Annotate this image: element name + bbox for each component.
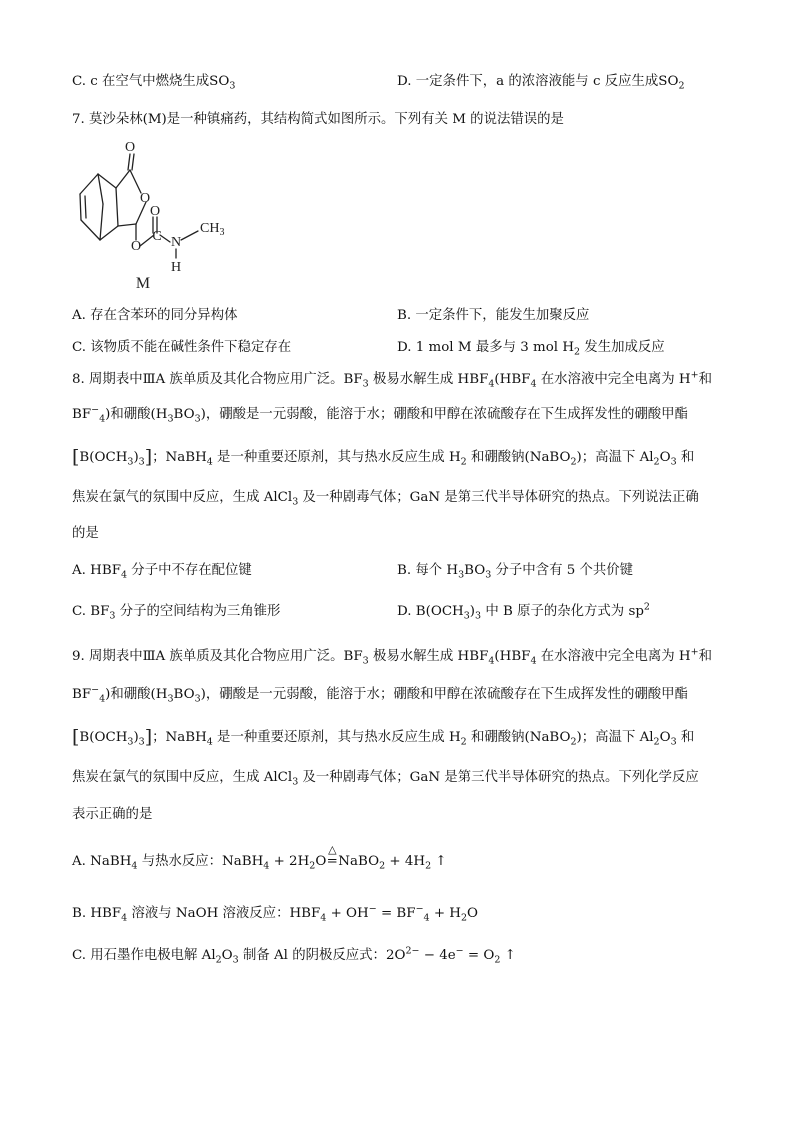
- q8-option-a: [72, 561, 252, 581]
- q9-l1-s2: 4: [488, 655, 495, 667]
- mol-methyl: [200, 221, 224, 238]
- q8-b-s1: 3: [458, 569, 465, 581]
- q9-l3-s7: 3: [670, 736, 677, 748]
- q9-a-heat-equals: [326, 843, 338, 872]
- q8-c-sub: 3: [109, 610, 116, 622]
- q8-l1-s3: 4: [530, 378, 537, 390]
- q9-l1-sp: +: [690, 646, 699, 658]
- q8-stem-line1: [72, 370, 712, 390]
- q8-l4-s1: 3: [292, 496, 299, 508]
- q9-option-a: [72, 843, 447, 872]
- mol-oxygen-ring: O: [139, 191, 151, 206]
- q9-b-5: + H: [429, 906, 461, 921]
- q8-b-text: B. 每个 H: [397, 563, 459, 578]
- q7-option-d-tail: 发生加成反应: [580, 340, 665, 355]
- q7-option-d-text: D. 1 mol M 最多与 3 mol H: [397, 340, 574, 355]
- q7-option-c: C. 该物质不能在碱性条件下稳定存在: [72, 340, 292, 355]
- q9-b-3: + OH: [326, 906, 369, 921]
- q9-l3-s5: 2: [570, 736, 577, 748]
- q8-l2-b: )和硼酸(H: [105, 407, 168, 422]
- q8-a-sub: 4: [121, 569, 128, 581]
- q9-l3-e: 和硼酸钠(NaBO: [466, 730, 571, 745]
- q9-b-s2: 4: [320, 912, 327, 924]
- q9-a-1: A. NaBH: [72, 854, 132, 869]
- q9-a-6: + 4H: [385, 854, 426, 869]
- q9-l3-a: B(OCH: [79, 730, 128, 745]
- q6-option-d: [397, 72, 684, 92]
- q9-l3-lbracket: [: [72, 726, 80, 748]
- q8-d-sup: 2: [643, 601, 650, 613]
- q8-l2-s2: 3: [167, 413, 174, 425]
- q9-l3-s6: 2: [653, 736, 660, 748]
- q9-a-7: ↑: [431, 854, 447, 869]
- q9-c-s3: 2: [494, 954, 501, 966]
- q9-l4-a: 焦炭在氯气的氛围中反应，生成 AlCl: [72, 770, 293, 785]
- q9-c-sp1: 2−: [405, 945, 420, 957]
- q9-a-s2: 4: [263, 860, 270, 872]
- q9-c-4: − 4e: [419, 948, 456, 963]
- q9-l3-rbracket: ]: [144, 726, 153, 748]
- q9-l3-s1: 3: [127, 736, 134, 748]
- q8-l4-a: 焦炭在氯气的氛围中反应，生成 AlCl: [72, 490, 293, 505]
- q8-l3-s4: 2: [460, 456, 467, 468]
- q8-b-s2: 3: [485, 569, 492, 581]
- q9-b-4: = BF: [376, 906, 416, 921]
- q9-l2-sp: −: [91, 684, 100, 696]
- q6-option-d-text: D. 一定条件下，a 的浓溶液能与 c 反应生成: [397, 74, 659, 89]
- q9-l3-f: )；高温下 Al: [576, 730, 654, 745]
- q9-l3-h: 和: [676, 730, 695, 745]
- q9-c-5: = O: [463, 948, 495, 963]
- q9-c-6: ↑: [500, 948, 516, 963]
- q9-c-s1: 2: [215, 954, 222, 966]
- q9-l1-a: 9. 周期表中ⅢA 族单质及其化合物应用广泛。BF: [72, 649, 363, 664]
- q8-l1-sp: +: [690, 369, 699, 381]
- q9-a-2: 与热水反应：NaBH: [137, 854, 264, 869]
- q9-c-1: C. 用石墨作电极电解 Al: [72, 948, 216, 963]
- q8-l3-g: O: [659, 450, 671, 465]
- mol-label-m: M: [135, 275, 151, 292]
- q9-l1-s3: 4: [530, 655, 537, 667]
- q9-l1-s1: 3: [362, 655, 369, 667]
- q6-option-d-formula: SO: [658, 74, 679, 89]
- q9-stem-line4: [72, 768, 699, 788]
- q8-l3-s7: 3: [670, 456, 677, 468]
- mol-oxygen-carbamate: O: [149, 204, 161, 219]
- q9-option-b: [72, 904, 478, 924]
- q8-l3-d: 是一种重要还原剂，其与热水反应生成 H: [212, 450, 461, 465]
- q9-a-5: NaBO: [338, 854, 380, 869]
- q6-option-d-sub: 2: [678, 80, 685, 92]
- q8-l1-a: 8. 周期表中ⅢA 族单质及其化合物应用广泛。BF: [72, 372, 363, 387]
- q8-l1-e: 和: [698, 372, 712, 387]
- q8-l1-d: 在水溶液中完全电离为 H: [536, 372, 691, 387]
- q9-l2-d: )，硼酸是一元弱酸，能溶于水；硼酸和甲醇在浓硫酸存在下生成挥发性的硼酸甲酯: [200, 687, 688, 702]
- q9-l1-c: (HBF: [494, 649, 531, 664]
- q8-l3-f: )；高温下 Al: [576, 450, 654, 465]
- q9-c-sp2: −: [455, 945, 464, 957]
- q8-d-mid: ): [469, 604, 476, 619]
- q9-l1-d: 在水溶液中完全电离为 H: [536, 649, 691, 664]
- q9-b-s1: 4: [121, 912, 128, 924]
- q9-l2-c: BO: [173, 687, 195, 702]
- q8-d-tail: 中 B 原子的杂化方式为 sp: [481, 604, 644, 619]
- q9-b-2: 溶液与 NaOH 溶液反应：HBF: [127, 906, 321, 921]
- q8-b-mid: BO: [464, 563, 486, 578]
- q9-l2-s3: 3: [194, 693, 201, 705]
- q9-c-3: 制备 Al 的阴极反应式：2O: [238, 948, 406, 963]
- q8-l3-e: 和硼酸钠(NaBO: [466, 450, 571, 465]
- q9-l2-b: )和硼酸(H: [105, 687, 168, 702]
- q6-option-c-formula: SO: [209, 74, 230, 89]
- q8-l2-sp: −: [91, 404, 100, 416]
- q8-l2-a: BF: [72, 407, 92, 422]
- q9-l3-b: ): [133, 730, 139, 745]
- q8-l3-b: ): [133, 450, 139, 465]
- q9-a-s4: 2: [379, 860, 386, 872]
- q8-l3-s6: 2: [653, 456, 660, 468]
- q8-option-d: [397, 602, 650, 622]
- q8-stem-line2: [72, 405, 688, 425]
- q8-l2-c: BO: [173, 407, 195, 422]
- q9-l2-a: BF: [72, 687, 92, 702]
- q9-a-equals-sign: =: [326, 854, 338, 869]
- q9-l2-s2: 3: [167, 693, 174, 705]
- q8-b-tail: 分子中含有 5 个共价键: [491, 563, 634, 578]
- q8-a-text: A. HBF: [72, 563, 121, 578]
- q8-l3-s5: 2: [570, 456, 577, 468]
- q9-l2-s1: 4: [99, 693, 106, 705]
- q8-c-tail: 分子的空间结构为三角锥形: [115, 604, 281, 619]
- q7-option-b: B. 一定条件下，能发生加聚反应: [397, 308, 590, 323]
- q8-l3-s2: 3: [138, 456, 145, 468]
- q9-b-s4: 2: [461, 912, 468, 924]
- mol-carbon-carbamate: C: [152, 229, 162, 244]
- q7-option-a: A. 存在含苯环的同分异构体: [72, 308, 238, 323]
- q9-l3-g: O: [659, 730, 671, 745]
- q7-stem: 7. 莫沙朵林(M)是一种镇痛药，其结构简式如图所示。下列有关 M 的说法错误的是: [72, 112, 564, 127]
- q9-l3-s2: 3: [138, 736, 145, 748]
- q7-option-d: [397, 338, 665, 358]
- q8-l3-s3: 4: [206, 456, 213, 468]
- q8-a-tail: 分子中不存在配位键: [127, 563, 252, 578]
- q9-l4-s1: 3: [292, 776, 299, 788]
- q8-stem-line5: 的是: [72, 526, 99, 541]
- mol-nitrogen: N: [170, 235, 182, 250]
- q8-l3-h: 和: [676, 450, 695, 465]
- molecule-structure-m: [66, 136, 236, 296]
- q8-l3-rbracket: ]: [144, 446, 153, 468]
- q7-option-d-sub: 2: [574, 346, 581, 358]
- mol-oxygen-carbonyl: O: [124, 140, 136, 155]
- q9-a-heat-symbol: △: [328, 843, 337, 856]
- q9-b-1: B. HBF: [72, 906, 122, 921]
- q9-stem-line1: [72, 647, 712, 667]
- mol-methyl-sub: 3: [219, 227, 225, 238]
- q9-l4-b: 及一种剧毒气体；GaN 是第三代半导体研究的热点。下列化学反应: [298, 770, 699, 785]
- q9-l3-s3: 4: [206, 736, 213, 748]
- q8-l1-c: (HBF: [494, 372, 531, 387]
- q6-option-c-text: C. c 在空气中燃烧生成: [72, 74, 210, 89]
- q9-stem-line5: 表示正确的是: [72, 807, 153, 822]
- q9-a-s5: 2: [425, 860, 432, 872]
- q9-stem-line2: [72, 685, 688, 705]
- mol-oxygen-ester: O: [130, 239, 142, 254]
- q8-l3-c: ；NaBH: [152, 450, 207, 465]
- q9-option-c: [72, 946, 516, 966]
- q9-b-6: O: [467, 906, 479, 921]
- q8-c-text: C. BF: [72, 604, 110, 619]
- q8-l4-b: 及一种剧毒气体；GaN 是第三代半导体研究的热点。下列说法正确: [298, 490, 699, 505]
- mol-hydrogen: H: [170, 260, 182, 275]
- q8-option-b: [397, 561, 633, 581]
- q8-l3-lbracket: [: [72, 446, 80, 468]
- q9-c-2: O: [221, 948, 233, 963]
- q9-l1-b: 极易水解生成 HBF: [368, 649, 489, 664]
- q8-l3-s1: 3: [127, 456, 134, 468]
- q8-l1-b: 极易水解生成 HBF: [368, 372, 489, 387]
- q8-l1-s2: 4: [488, 378, 495, 390]
- q9-b-sp2: −: [415, 903, 424, 915]
- q9-a-s1: 4: [131, 860, 138, 872]
- q8-l2-d: )，硼酸是一元弱酸，能溶于水；硼酸和甲醇在浓硫酸存在下生成挥发性的硼酸甲酯: [200, 407, 688, 422]
- q8-l2-s3: 3: [194, 413, 201, 425]
- q9-l3-s4: 2: [460, 736, 467, 748]
- q9-stem-line3: [72, 727, 694, 748]
- q8-l1-s1: 3: [362, 378, 369, 390]
- q9-b-s3: 4: [423, 912, 430, 924]
- q8-l2-s1: 4: [99, 413, 106, 425]
- q9-b-sp1: −: [368, 903, 377, 915]
- mol-methyl-ch: CH: [200, 221, 220, 236]
- q9-c-s2: 3: [232, 954, 239, 966]
- q6-option-c-sub: 3: [229, 80, 236, 92]
- q8-l3-a: B(OCH: [79, 450, 128, 465]
- q9-a-s3: 2: [309, 860, 316, 872]
- q9-l3-d: 是一种重要还原剂，其与热水反应生成 H: [212, 730, 461, 745]
- q9-l3-c: ；NaBH: [152, 730, 207, 745]
- q9-a-4: O: [315, 854, 327, 869]
- q9-l1-e: 和: [698, 649, 712, 664]
- q9-a-3: + 2H: [269, 854, 310, 869]
- q8-d-text: D. B(OCH: [397, 604, 464, 619]
- q6-option-c: [72, 72, 235, 92]
- q8-d-s1: 3: [463, 610, 470, 622]
- q8-option-c: [72, 602, 280, 622]
- q8-d-s2: 3: [475, 610, 482, 622]
- q8-stem-line4: [72, 488, 699, 508]
- q8-stem-line3: [72, 447, 694, 468]
